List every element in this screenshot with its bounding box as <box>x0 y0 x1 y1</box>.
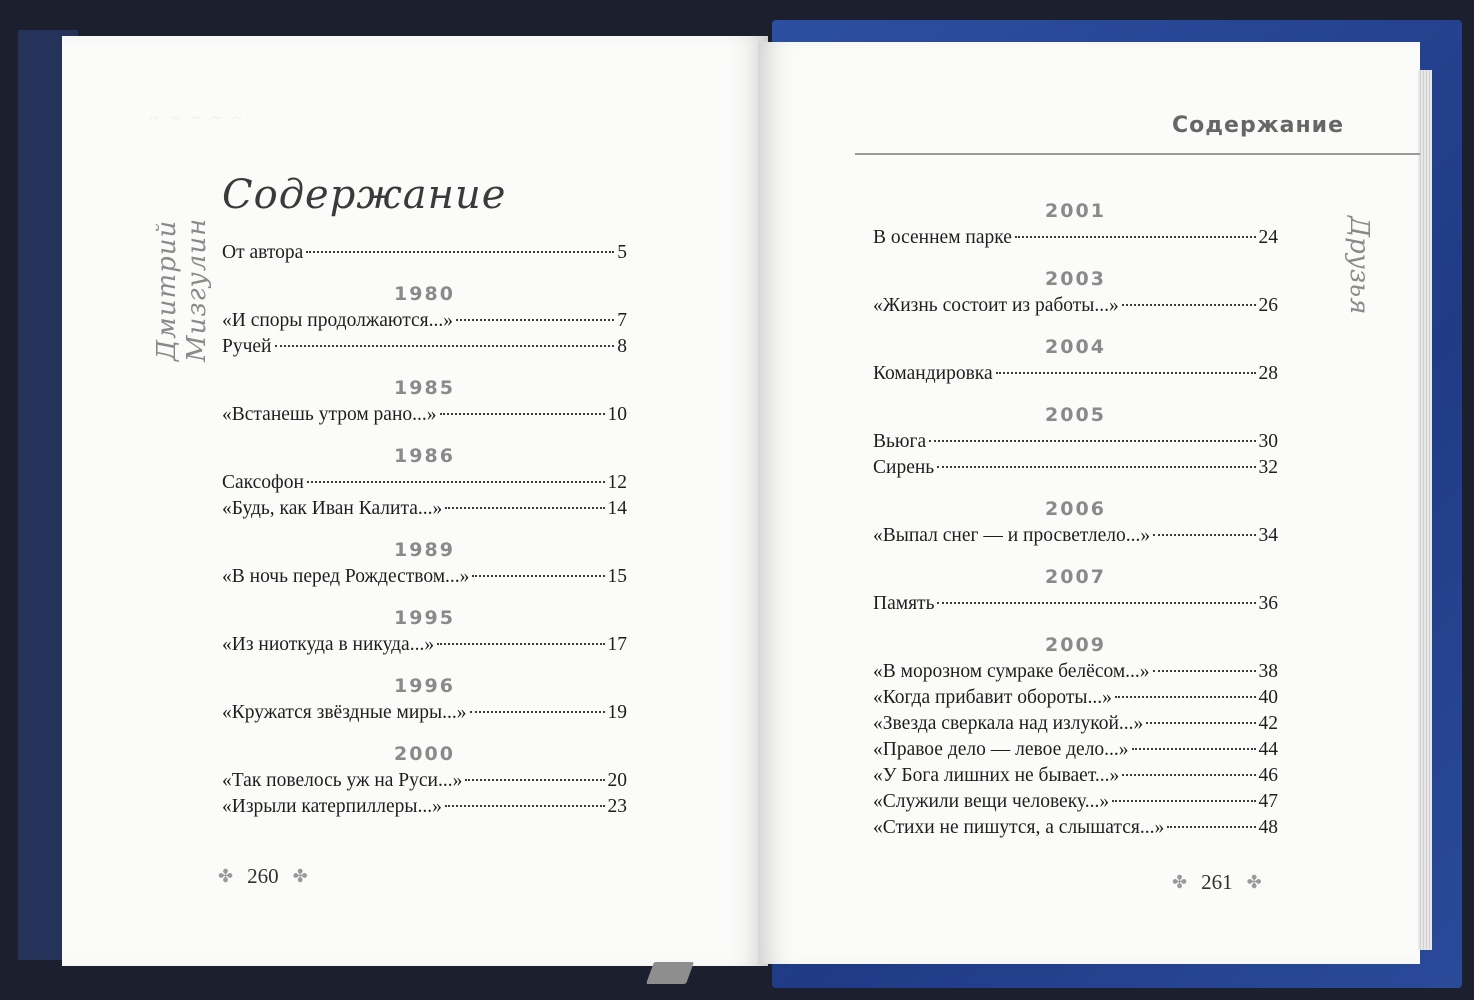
toc-entry-page: 42 <box>1258 713 1278 734</box>
toc-entry-page: 19 <box>607 702 627 723</box>
ornament-icon: ✤ <box>218 866 234 886</box>
dot-leader <box>445 507 604 509</box>
toc-entry-title: «Жизнь состоит из работы...» <box>873 295 1119 316</box>
toc-entry <box>222 632 627 658</box>
dot-leader <box>1122 304 1256 306</box>
toc-entry-page: 40 <box>1258 687 1278 708</box>
toc-entry-page: 44 <box>1258 739 1278 760</box>
toc-entry-title: «Будь, как Иван Калита...» <box>222 498 443 519</box>
toc-entry-page: 8 <box>617 336 627 357</box>
dot-leader <box>1115 696 1256 698</box>
dot-leader <box>1153 534 1255 536</box>
dot-leader <box>1146 722 1255 724</box>
toc-entry-page: 17 <box>607 634 627 655</box>
toc-entry-page: 15 <box>607 566 627 587</box>
dot-leader <box>440 413 605 415</box>
author-name-vertical: Дмитрий Мизгулин <box>152 217 212 363</box>
toc-year-heading: 1986 <box>394 445 455 467</box>
page-number-left <box>218 864 308 889</box>
dot-leader <box>307 481 605 483</box>
dot-leader <box>1153 670 1256 672</box>
toc-entry <box>873 815 1278 841</box>
toc-entry-page: 28 <box>1258 363 1278 384</box>
page-edges <box>1418 70 1432 950</box>
toc-entry-title: Память <box>873 593 935 614</box>
toc-entry-page: 7 <box>617 310 627 331</box>
toc-entry <box>222 334 627 360</box>
dot-leader <box>1015 236 1256 238</box>
toc-entry-page: 23 <box>607 796 627 817</box>
toc-entry <box>222 496 627 522</box>
toc-entry-title: «Служили вещи человеку...» <box>873 791 1110 812</box>
dot-leader <box>1112 800 1255 802</box>
toc-entry-page: 14 <box>607 498 627 519</box>
toc-entry-title: От автора <box>222 242 304 263</box>
toc-entry-page: 36 <box>1258 593 1278 614</box>
dot-leader <box>1167 826 1255 828</box>
toc-entry-title: «Так повелось уж на Руси...» <box>222 770 463 791</box>
toc-entry <box>873 523 1278 549</box>
toc-entry-page: 12 <box>607 472 627 493</box>
toc-entry-title: Командировка <box>873 363 993 384</box>
dot-leader <box>937 602 1255 604</box>
toc-year-heading: 2005 <box>1045 404 1106 426</box>
dot-leader <box>1132 748 1256 750</box>
dot-leader <box>437 643 604 645</box>
dot-leader <box>996 372 1256 374</box>
page-number-right <box>1172 870 1262 895</box>
toc-entry-title: Ручей <box>222 336 272 357</box>
toc-entry-title: В осеннем парке <box>873 227 1012 248</box>
toc-title: Содержание <box>222 172 507 218</box>
toc-list-left <box>222 240 627 820</box>
toc-entry-title: «В ночь перед Рождеством...» <box>222 566 470 587</box>
toc-entry-title: «В морозном сумраке белёсом...» <box>873 661 1150 682</box>
toc-year-heading: 2001 <box>1045 200 1106 222</box>
ornament-icon: ✤ <box>1172 872 1188 892</box>
toc-entry-title: «Правое дело — левое дело...» <box>873 739 1129 760</box>
toc-entry-title: Вьюга <box>873 431 927 452</box>
toc-entry-title: «У Бога лишних не бывает...» <box>873 765 1120 786</box>
toc-year-heading: 1985 <box>394 377 455 399</box>
toc-entry <box>873 225 1278 251</box>
toc-entry-page: 10 <box>607 404 627 425</box>
toc-list-right <box>873 193 1278 841</box>
toc-entry <box>222 794 627 820</box>
running-head: Содержание <box>1172 113 1344 138</box>
toc-entry <box>222 768 627 794</box>
toc-year-heading: 2004 <box>1045 336 1106 358</box>
toc-entry-title: «Звезда сверкала над излукой...» <box>873 713 1144 734</box>
toc-year-heading: 2003 <box>1045 268 1106 290</box>
toc-entry <box>873 361 1278 387</box>
toc-entry-page: 30 <box>1258 431 1278 452</box>
toc-entry-title: «Когда прибавит обороты...» <box>873 687 1112 708</box>
toc-entry <box>222 470 627 496</box>
section-name-vertical: Друзья <box>1344 215 1374 315</box>
page-number: 261 <box>1201 870 1233 894</box>
page-number: 260 <box>247 864 279 888</box>
ornament-icon: ✤ <box>292 866 308 886</box>
dot-leader <box>1122 774 1255 776</box>
toc-entry-title: «Изрыли катерпиллеры...» <box>222 796 442 817</box>
toc-entry-page: 20 <box>607 770 627 791</box>
faint-ornament: ~ ~ ~ ~ ~ <box>150 110 246 127</box>
toc-entry-page: 47 <box>1258 791 1278 812</box>
toc-entry <box>873 737 1278 763</box>
toc-entry <box>222 564 627 590</box>
toc-entry-page: 32 <box>1258 457 1278 478</box>
dot-leader <box>470 711 605 713</box>
toc-year-heading: 2006 <box>1045 498 1106 520</box>
bookmark-ribbon <box>646 962 694 984</box>
toc-entry <box>873 763 1278 789</box>
toc-year-heading: 1995 <box>394 607 455 629</box>
toc-entry <box>873 455 1278 481</box>
toc-year-heading: 2007 <box>1045 566 1106 588</box>
toc-entry-title: Сирень <box>873 457 935 478</box>
toc-entry <box>222 240 627 266</box>
toc-entry <box>873 685 1278 711</box>
toc-year-heading: 1989 <box>394 539 455 561</box>
dot-leader <box>937 466 1255 468</box>
toc-year-heading: 1980 <box>394 283 455 305</box>
toc-entry <box>873 789 1278 815</box>
toc-entry-page: 5 <box>617 242 627 263</box>
toc-entry <box>222 402 627 428</box>
toc-entry <box>873 711 1278 737</box>
toc-entry-page: 48 <box>1258 817 1278 838</box>
toc-entry-title: «Из ниоткуда в никуда...» <box>222 634 435 655</box>
dot-leader <box>472 575 604 577</box>
toc-entry-title: «Кружатся звёздные миры...» <box>222 702 467 723</box>
toc-entry-page: 38 <box>1258 661 1278 682</box>
dot-leader <box>456 319 614 321</box>
toc-entry <box>873 293 1278 319</box>
toc-entry <box>873 429 1278 455</box>
toc-entry-title: «Стихи не пишутся, а слышатся...» <box>873 817 1165 838</box>
toc-year-heading: 1996 <box>394 675 455 697</box>
toc-year-heading: 2009 <box>1045 634 1106 656</box>
dot-leader <box>275 345 615 347</box>
dot-leader <box>445 805 605 807</box>
toc-entry-page: 46 <box>1258 765 1278 786</box>
toc-entry <box>222 700 627 726</box>
toc-entry-title: «Выпал снег — и просветлело...» <box>873 525 1151 546</box>
toc-entry-page: 26 <box>1258 295 1278 316</box>
toc-entry <box>873 591 1278 617</box>
toc-entry-title: «Встанешь утром рано...» <box>222 404 437 425</box>
dot-leader <box>929 440 1255 442</box>
running-head-rule <box>855 153 1420 155</box>
toc-entry-page: 24 <box>1258 227 1278 248</box>
toc-entry-title: «И споры продолжаются...» <box>222 310 453 331</box>
toc-entry-page: 34 <box>1258 525 1278 546</box>
ornament-icon: ✤ <box>1246 872 1262 892</box>
toc-year-heading: 2000 <box>394 743 455 765</box>
toc-entry-title: Саксофон <box>222 472 304 493</box>
toc-entry <box>222 308 627 334</box>
dot-leader <box>465 779 604 781</box>
dot-leader <box>306 251 614 253</box>
toc-entry <box>873 659 1278 685</box>
